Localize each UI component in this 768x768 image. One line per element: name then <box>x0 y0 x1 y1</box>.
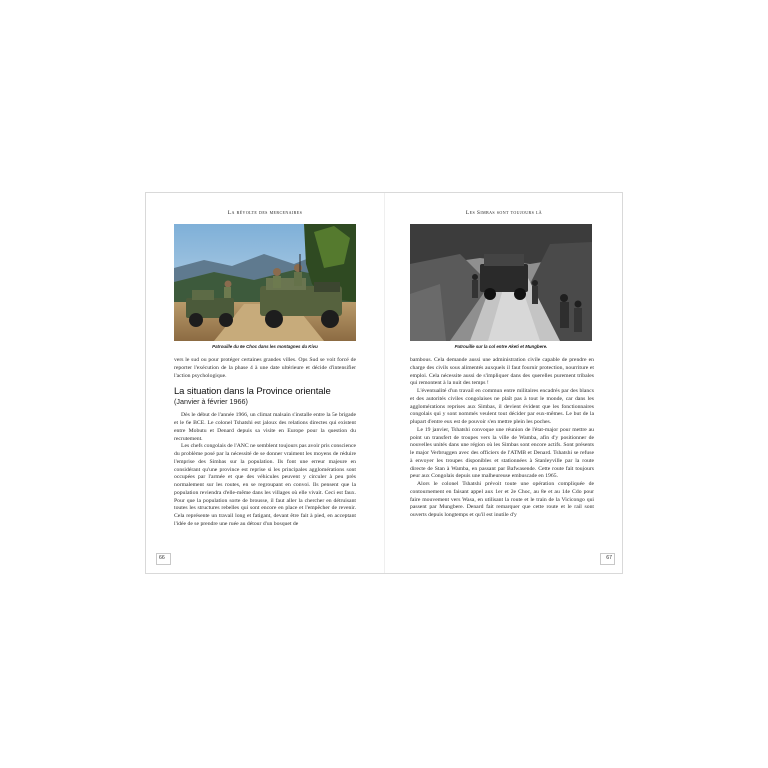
running-head: Les Simbas sont toujours là <box>465 210 543 216</box>
left-page <box>146 193 384 573</box>
photo-illustration <box>410 224 592 341</box>
photo-caption: Patrouille sur la col entre Aketi et Mungbere. <box>454 344 548 349</box>
paragraph: Dès le début de l'année 1966, un climat malsain s'installe entre la 5e brigade et le 6e BCE. Le colonel Tshatshi est jaloux des relations directes qui existent entre Mobutu et Denard depuis sa visite en Europe pour la question du recrutement. <box>174 412 356 442</box>
paragraph: Les chefs congolais de l'ANC ne semblent toujours pas avoir pris conscience du problème posé par la nécessité de se donner vraiment les moyens de réduire l'emprise des Simbas sur la population. Ils font une erreur majeure en considérant qu'une province est reprise si les principales agglomérations sont occupées par l'armée et que des véhicules peuvent y circuler à peu près normalement sur les routes, en se regroupant en convoi. Ils pensent que la population reviendra d'elle-même dans les villages où elle vivait. Ceci est faux. Pour que la population sorte de brousse, il faut aller la chercher en détruisant toutes les structures rebelles qui sont encore en place et l'empêcher de revenir. Cela représente un travail long et fatigant, devant être fait à pied, en acceptant l'idée de se prendre une ruée au détour d'un bosquet de <box>174 443 356 527</box>
photo-illustration <box>174 224 356 341</box>
running-head: La révolte des mercenaires <box>227 210 303 216</box>
section-subtitle: (Janvier à février 1966) <box>174 397 248 407</box>
paragraph: Le 19 janvier, Tshatshi convoque une réunion de l'état-major pour mettre au point un transfert de troupes vers la ville de Wamba, afin d'y positionner de nouvelles unités dans une région où les Simbas sont encore actifs. Sont présents le major Verbruggen avec des officiers de l'ATMB et Denard. Tshatshi se refuse à envoyer les troupes disponibles et stationnées à Stanleyville par la route directe de Stan à Wamba, en passant par Bafwasende. Cette route fait toujours peur aux Congolais depuis une malheureuse embuscade en 1965. <box>410 426 594 480</box>
section-title: La situation dans la Province orientale <box>174 386 331 398</box>
paragraph: Alors le colonel Tshatshi prévoit toute une opération compliquée de contournement en faisant appel aux 1er et 2e Choc, au 8e et au 14e Cdo pour faire mouvement vers Wasa, en utilisant la route et le train de la Vicicongo qui passent par Mungbere. Denard fait remarquer que cette route et le rail sont ouverts depuis longtemps et qu'il est inutile d'y <box>410 481 594 518</box>
page-number: 67 <box>600 553 615 565</box>
body-text <box>174 357 356 529</box>
book-spread <box>145 192 623 574</box>
paragraph: L'éventualité d'un travail en commun entre militaires encadrés par des blancs et des autorités civiles congolaises ne plaît pas à tout le monde, car dans les agglomérations reprises aux Simbas, il devient évident que les fonctionnaires congolais qui y sont nommés veulent tout décider par eux-mêmes. Le but de la plupart d'entre eux est de pouvoir s'en mettre plein les poches. <box>410 388 594 425</box>
continuation-paragraph: vers le sud ou pour protéger certaines grandes villes. Ops Sud se voit forcé de reporter l'exécution de la phase 4 à une date ultérieure et décide d'intensifier l'action psychologique. <box>174 357 356 379</box>
right-page <box>385 193 623 573</box>
page-number: 66 <box>156 553 171 565</box>
photo-jeeps-mountains <box>174 224 356 341</box>
photo-convoy-road <box>410 224 592 341</box>
body-text <box>410 357 594 520</box>
continuation-paragraph: bambous. Cela demande aussi une administration civile capable de prendre en charge des civils sous alimentés auxquels il faut fournir protection, nourriture et emploi. Cela nécessite aussi de s'impliquer dans des querelles purement tribales qui remontent à la nuit des temps ! <box>410 357 594 387</box>
photo-caption: Patrouille du 6e Choc dans les montagnes du Kivu <box>212 344 318 349</box>
